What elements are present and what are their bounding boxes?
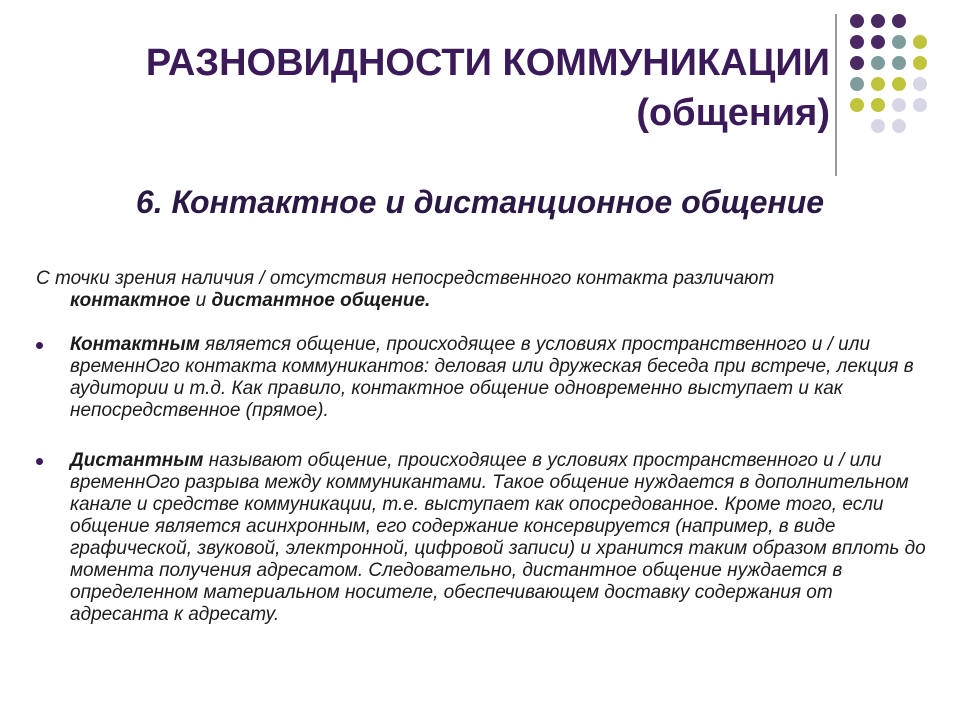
decor-dot <box>913 35 927 49</box>
decor-dot <box>892 56 906 70</box>
decor-dot <box>871 119 885 133</box>
decor-dot <box>892 35 906 49</box>
decor-dot <box>871 77 885 91</box>
bullet-term: Дистантным <box>70 450 204 471</box>
bullet-contact <box>36 334 936 422</box>
bullet-text: называют общение, происходящее в условиях пространственного и / или временнОго разрыва между коммуникантами. Такое общение нуждается в дополнительном канале и средстве коммуникации, т.е. выступает как опосредованное. Кроме того, если общение является асинхронным, его содержание консервируется (например, в виде графической, звуковой, электронной, цифровой записи) и хранится таким образом вплоть до момента получения адресатом. Следовательно, дистантное общение нуждается в определенном материальном носителе, обеспечивающем доставку содержания от адресанта к адресату. <box>70 450 926 625</box>
bullet-dot-icon <box>36 458 43 465</box>
bullet-text: является общение, происходящее в условиях пространственного и / или временнОго контакта коммуникантов: деловая или дружеская беседа при встрече, лекция в аудитории и т.д. Как правило, контактное общение одновременно выступает и как непосредственное (прямое). <box>70 334 914 421</box>
decor-dot <box>871 14 885 28</box>
decor-dot <box>850 35 864 49</box>
decor-dot <box>892 14 906 28</box>
slide-body <box>36 268 936 626</box>
decor-dot <box>850 98 864 112</box>
decor-dot <box>913 77 927 91</box>
decor-dot <box>871 98 885 112</box>
decor-dot <box>913 56 927 70</box>
intro-term-contact: контактное <box>70 290 191 311</box>
decorative-dot-grid <box>850 14 950 154</box>
decor-dot <box>892 119 906 133</box>
intro-line: С точки зрения наличия / отсутствия непосредственного контакта различают <box>36 268 775 289</box>
decor-dot <box>850 77 864 91</box>
slide-subtitle: 6. Контактное и дистанционное общение <box>135 184 825 220</box>
bullet-distant <box>36 450 936 626</box>
intro-paragraph <box>36 268 936 312</box>
vertical-divider <box>835 14 837 176</box>
intro-term-distant: дистантное общение. <box>211 290 431 311</box>
decor-dot <box>871 56 885 70</box>
bullet-dot-icon <box>36 342 43 349</box>
title-line-2: (общения) <box>636 92 830 134</box>
decor-dot <box>871 35 885 49</box>
title-line-1: РАЗНОВИДНОСТИ КОММУНИКАЦИИ <box>145 42 830 84</box>
decor-dot <box>892 77 906 91</box>
slide-title <box>40 38 830 138</box>
decor-dot <box>913 98 927 112</box>
decor-dot <box>850 56 864 70</box>
decor-dot <box>850 14 864 28</box>
bullet-term: Контактным <box>70 334 200 355</box>
decor-dot <box>892 98 906 112</box>
intro-connector: и <box>190 290 212 311</box>
